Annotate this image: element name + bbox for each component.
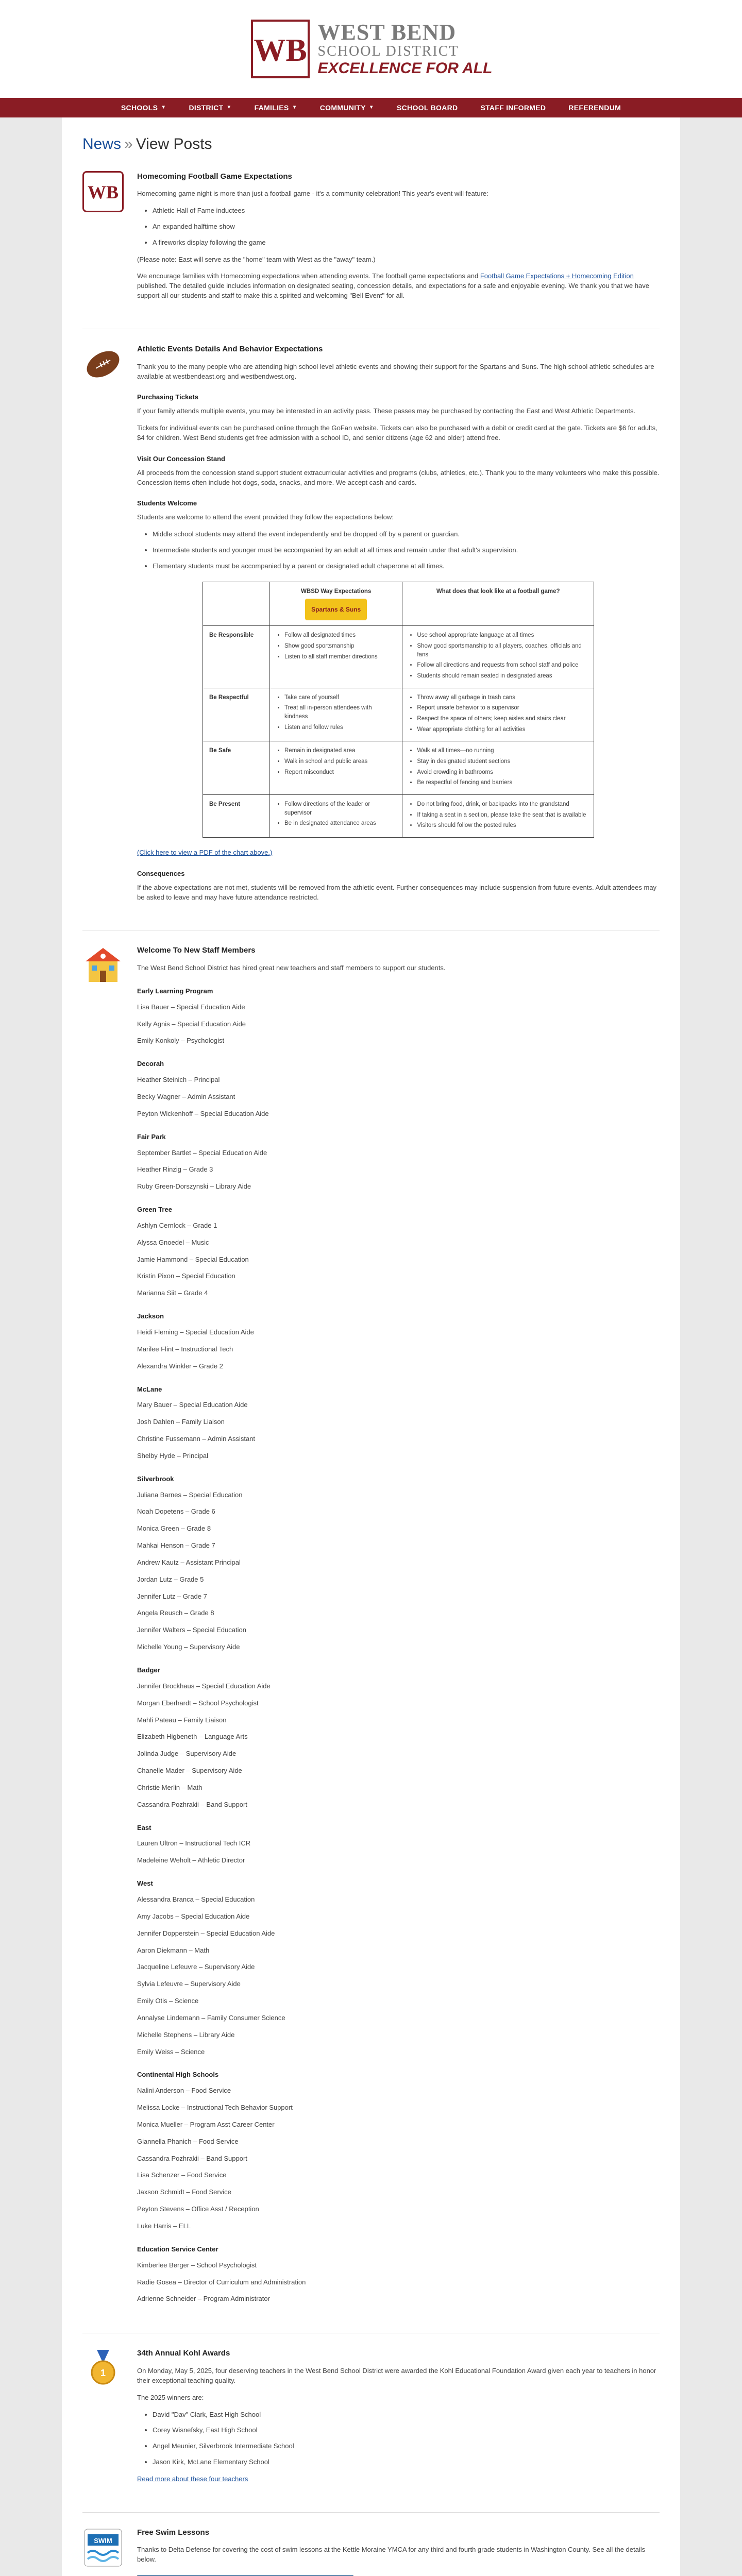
wb-logo-mark (250, 19, 311, 79)
staff-member: Peyton Wickenhoff – Special Education Aide (137, 1109, 269, 1117)
district-logo[interactable] (250, 19, 493, 79)
staff-group-title: Decorah (137, 1060, 164, 1068)
staff-member: Elizabeth Higbeneth – Language Arts (137, 1733, 248, 1741)
expectations-table: WBSD Way Expectations Spartans & Suns What does that look like at a football game? Be Responsible • Follow all designated times • Show good sportsmanship • Listen to all staff member directions • Use school appropriate language at all times • Show good sportsmanship to all players, coaches, officials and fans • Follow all directions and requests from school staff and police • Students should remain seated in designated areas Be Respectful • Take care of yourself • Treat all in-person attendees with kindness • Listen and follow rules • Throw away all garbage in trash cans • Report unsafe behavior to a supervisor • Respect the space of others; keep aisles and stairs clear • Wear appropriate clothing for all activities Be Safe • Remain in designated area • Walk in school and public areas • Report misconduct • Walk at all times—no running • Stay in designated student sections • Avoid crowding in bathrooms • Be respectful of fencing and barriers Be Present • Follow directions of the leader or supervisor • Be in designated attendance areas • Do not bring food, drink, or backpacks into the grandstand • If taking a seat in a section, please take the seat that is available • Visitors should follow the posted rules (203, 582, 594, 838)
staff-member: Ashlyn Cernlock – Grade 1 (137, 1221, 217, 1229)
staff-group-title: West (137, 1879, 153, 1888)
staff-member: Heather Rinzig – Grade 3 (137, 1165, 213, 1174)
staff-group (137, 2245, 660, 2304)
staff-group (137, 1132, 660, 1192)
nav-school-board[interactable]: SCHOOL BOARD (397, 103, 458, 112)
staff-member: Jamie Hammond – Special Education (137, 1255, 249, 1263)
staff-member: Aaron Diekmann – Math (137, 1946, 210, 1954)
staff-member: Michelle Young – Supervisory Aide (137, 1643, 240, 1651)
staff-member: Cassandra Pozhrakii – Band Support (137, 2154, 247, 2162)
staff-member: Heidi Fleming – Special Education Aide (137, 1328, 254, 1336)
staff-group (137, 1059, 660, 1118)
read-more-link[interactable]: Read more about these four teachers (137, 2475, 248, 2483)
spartans-suns-badge: Spartans & Suns (305, 599, 367, 620)
post-title[interactable]: 34th Annual Kohl Awards (137, 2349, 230, 2358)
svg-text:1: 1 (100, 2368, 106, 2379)
news-post: Welcome To New Staff Members The West Bend School District has hired great new teachers and staff members to support our students. Early Learning Program Lisa Bauer – Special Education Aide Kelly Agnis – Special Education Aide Emily Konkoly – Psychologist Decorah Heather Steinich – Principal Becky Wagner – Admin Assistant Peyton Wickenhoff – Special Education Aide Fair Park September Bartlet – Special Education Aide Heather Rinzig – Grade 3 Ruby Green-Dorszynski – Library Aide Green Tree Ashlyn Cernlock – Grade 1 Alyssa Gnoedel – Music Jamie Hammond – Special Education Kristin Pixon – Special Education Marianna Siit – Grade 4 Jackson Heidi Fleming – Special Education Aide Marilee Flint – Instructional Tech Alexandra Winkler – Grade 2 McLane Mary Bauer – Special Education Aide Josh Dahlen – Family Liaison Christine Fussemann – Admin Assistant Shelby Hyde – Principal Silverbrook Juliana Barnes – Special Education Noah Dopetens – Grade 6 Monica Green – Grade 8 Mahkai Henson – Grade 7 Andrew Kautz – Assistant Principal Jordan Lutz – Grade 5 Jennifer Lutz – Grade 7 Angela Reusch – Grade 8 Jennifer Walters – Special Education Michelle Young – Supervisory Aide Badger Jennifer Brockhaus – Special Education Aide Morgan Eberhardt – School Psychologist Mahli Pateau – Family Liaison Elizabeth Higbeneth – Language Arts Jolinda Judge – Supervisory Aide Chanelle Mader – Supervisory Aide Christie Merlin – Math Cassandra Pozhrakii – Band Support East Lauren Ultron – Instructional Tech ICR Madeleine Weholt – Athletic Director West Alessandra Branca – Special Education Amy Jacobs – Special Education Aide Jennifer Dopperstein – Special Education Aide Aaron Diekmann – Math Jacqueline Lefeuvre – Supervisory Aide Sylvia Lefeuvre – Supervisory Aide Emily Otis – Science Annalyse Lindemann – Family Consumer Science Michelle Stephens – Library Aide Emily Weiss – Science Continental High Schools Nalini Anderson – Food Service Melissa Locke – Instructional Tech Behavior Support Monica Mueller – Program Asst Career Center Giannella Phanich – Food Service Cassandra Pozhrakii – Band Support Lisa Schenzer – Food Service Jaxson Schmidt – Food Service Peyton Stevens – Office Asst / Reception Luke Harris – ELL Education Service Center Kimberlee Berger – School Psychologist Radie Gosea – Director of Curriculum and Administration Adrienne Schneider – Program Administrator (82, 930, 660, 2333)
staff-group-title: Badger (137, 1666, 160, 1674)
staff-member: Melissa Locke – Instructional Tech Behavior Support (137, 2104, 293, 2112)
staff-member: Christie Merlin – Math (137, 1783, 203, 1791)
pdf-chart-link[interactable]: (Click here to view a PDF of the chart above.) (137, 848, 273, 856)
news-post: SWIM Free Swim Lessons Thanks to Delta Defense for covering the cost of swim lessons at the Kettle Moraine YMCA for any third and fourth grade students in Washington County. See all the details below. (82, 2512, 660, 2576)
breadcrumb-news-link[interactable]: News (82, 135, 122, 152)
staff-group-title: Silverbrook (137, 1475, 174, 1483)
table-row: Be Safe • Remain in designated area • Walk in school and public areas • Report misconduct • Walk at all times—no running • Stay in designated student sections • Avoid crowding in bathrooms • Be respectful of fencing and barriers (203, 741, 594, 795)
staff-member: Mary Bauer – Special Education Aide (137, 1401, 248, 1409)
staff-list (137, 987, 660, 2304)
staff-member: Sylvia Lefeuvre – Supervisory Aide (137, 1980, 241, 1988)
chevron-down-icon: ▼ (226, 104, 232, 110)
staff-member: Marianna Siit – Grade 4 (137, 1289, 208, 1297)
staff-member: Becky Wagner – Admin Assistant (137, 1093, 235, 1101)
staff-member: Chanelle Mader – Supervisory Aide (137, 1767, 242, 1775)
winners-list: • David "Dav" Clark, East High School • Corey Wisnefsky, East High School • Angel Meunier, Silverbrook Intermediate School • Jason Kirk, McLane Elementary School (153, 2410, 660, 2467)
staff-member: Kimberlee Berger – School Psychologist (137, 2261, 257, 2269)
staff-member: Mahkai Henson – Grade 7 (137, 1541, 215, 1550)
staff-member: Emily Weiss – Science (137, 2047, 205, 2056)
staff-member: Jordan Lutz – Grade 5 (137, 1575, 204, 1583)
staff-member: Monica Green – Grade 8 (137, 1524, 211, 1533)
news-post: Athletic Events Details And Behavior Expectations Thank you to the many people who are attending high school level athletic events and showing their support for the Spartans and Suns. The high school athletic schedules are available at westbendeast.org and westbendwest.org. Purchasing Tickets If your family attends multiple events, you may be interested in an activity pass. These passes may be purchased by contacting the East and West Athletic Departments. Tickets for individual events can be purchased online through the GoFan website. Tickets can also be purchased with a debit or credit card at the gate. Tickets are $6 for adults, $4 for children. West Bend students get free admission with a school ID, and senior citizens (age 62 and older) attend free. Visit Our Concession Stand All proceeds from the concession stand support student extracurricular activities and programs (clubs, athletics, etc.). Thank you to the many volunteers who make this possible. Concession items often include hot dogs, soda, snacks, and more. We accept cash and cards. Students Welcome Students are welcome to attend the event provided they follow the expectations below: • Middle school students may attend the event independently and be dropped off by a parent or guardian. • Intermediate students and younger must be accompanied by an adult at all times and remain under that adult's supervision. • Elementary students must be accompanied by a parent or designated adult chaperone at all times. WBSD Way Expectations Spartans & Suns What does that look like at a football game? Be Responsible • Follow all designated times • Show good sportsmanship • Listen to all staff member directions • Use school appropriate language at all times • Show good sportsmanship to all players, coaches, officials and fans • Follow all directions and requests from school staff and police • Students should remain seated in designated areas Be Respectful • Take care of yourself • Treat all in-person attendees with kindness • Listen and follow rules • Throw away all garbage in trash cans • Report unsafe behavior to a supervisor • Respect the space of others; keep aisles and stairs clear • Wear appropriate clothing for all activities Be Safe • Remain in designated area • Walk in school and public areas • Report misconduct • Walk at all times—no running • Stay in designated student sections • Avoid crowding in bathrooms • Be respectful of fencing and barriers Be Present • Follow directions of the leader or supervisor • Be in designated attendance areas • Do not bring food, drink, or backpacks into the grandstand • If taking a seat in a section, please take the seat that is available • Visitors should follow the posted rules (Click here to view a PDF of the chart above.) Consequences If the above expectations are not met, students will be removed from the athletic event. Further consequences may include suspension from future events. Adult attendees may be asked to leave and may have future attendance restricted. (82, 329, 660, 930)
chevron-down-icon: ▼ (161, 104, 166, 110)
staff-group-title: East (137, 1823, 151, 1832)
staff-member: Adrienne Schneider – Program Administrator (137, 2295, 270, 2303)
staff-group-title: Green Tree (137, 1206, 172, 1214)
staff-member: Jolinda Judge – Supervisory Aide (137, 1750, 237, 1758)
nav-schools[interactable]: SCHOOLS ▼ (121, 103, 166, 112)
staff-group (137, 1823, 660, 1866)
staff-member: Alexandra Winkler – Grade 2 (137, 1362, 223, 1370)
logo-line-1: WEST BEND (317, 20, 457, 45)
staff-group (137, 1475, 660, 1652)
medal-icon (82, 2348, 124, 2389)
svg-text:SWIM: SWIM (94, 2536, 112, 2545)
swim-icon (82, 2527, 124, 2568)
staff-member: Michelle Stephens – Library Aide (137, 2030, 235, 2039)
table-row: Be Respectful • Take care of yourself • Treat all in-person attendees with kindness • Listen and follow rules • Throw away all garbage in trash cans • Report unsafe behavior to a supervisor • Respect the space of others; keep aisles and stairs clear • Wear appropriate clothing for all activities (203, 688, 594, 741)
staff-member: Alyssa Gnoedel – Music (137, 1238, 209, 1246)
schoolhouse-icon (82, 945, 124, 986)
staff-member: Peyton Stevens – Office Asst / Reception (137, 2205, 259, 2213)
staff-member: Kelly Agnis – Special Education Aide (137, 1020, 246, 1028)
staff-member: Lauren Ultron – Instructional Tech ICR (137, 1839, 251, 1848)
site-header (0, 0, 742, 98)
staff-member: Christine Fussemann – Admin Assistant (137, 1435, 256, 1443)
staff-group (137, 2070, 660, 2231)
staff-member: Kristin Pixon – Special Education (137, 1272, 235, 1280)
staff-group (137, 1879, 660, 2057)
staff-group (137, 1385, 660, 1461)
staff-member: Cassandra Pozhrakii – Band Support (137, 1800, 247, 1808)
feature-list: • Athletic Hall of Fame inductees • An expanded halftime show • A fireworks display following the game (153, 206, 660, 248)
post-title[interactable]: Free Swim Lessons (137, 2528, 210, 2537)
page-title: View Posts (136, 135, 212, 152)
staff-member: Jennifer Walters – Special Education (137, 1626, 246, 1634)
staff-member: Annalyse Lindemann – Family Consumer Science (137, 2013, 285, 2022)
staff-member: Morgan Eberhardt – School Psychologist (137, 1699, 259, 1707)
staff-group-title: Jackson (137, 1312, 164, 1320)
football-icon (82, 344, 124, 385)
main-content (62, 117, 680, 2576)
staff-member: Heather Steinich – Principal (137, 1076, 220, 1084)
news-post: 1 34th Annual Kohl Awards On Monday, May 5, 2025, four deserving teachers in the West Bend School District were awarded the Kohl Educational Foundation Award given each year to teachers in honor their exceptional teaching quality. The 2025 winners are: • David "Dav" Clark, East High School • Corey Wisnefsky, East High School • Angel Meunier, Silverbrook Intermediate School • Jason Kirk, McLane Elementary School Read more about these four teachers (82, 2333, 660, 2512)
staff-member: Lisa Schenzer – Food Service (137, 2171, 227, 2179)
staff-member: Jennifer Lutz – Grade 7 (137, 1592, 207, 1600)
staff-group (137, 1205, 660, 1298)
staff-member: Monica Mueller – Program Asst Career Center (137, 2120, 275, 2128)
staff-member: Noah Dopetens – Grade 6 (137, 1507, 215, 1516)
staff-member: Mahli Pateau – Family Liaison (137, 1716, 227, 1724)
staff-member: Angela Reusch – Grade 8 (137, 1609, 214, 1617)
nav-referendum[interactable]: REFERENDUM (568, 103, 621, 112)
staff-member: Josh Dahlen – Family Liaison (137, 1418, 225, 1426)
post-title[interactable]: Homecoming Football Game Expectations (137, 172, 292, 181)
staff-member: Lisa Bauer – Special Education Aide (137, 1003, 245, 1011)
staff-group-title: Education Service Center (137, 2245, 218, 2253)
breadcrumb: News » View Posts (82, 135, 212, 152)
logo-line-2: SCHOOL DISTRICT (317, 43, 459, 60)
svg-text:WB: WB (253, 33, 307, 68)
staff-group-title: McLane (137, 1385, 162, 1393)
staff-group-title: Early Learning Program (137, 987, 213, 995)
staff-group (137, 1666, 660, 1810)
staff-member: Juliana Barnes – Special Education (137, 1490, 243, 1499)
table-row: Be Responsible • Follow all designated times • Show good sportsmanship • Listen to all staff member directions • Use school appropriate language at all times • Show good sportsmanship to all players, coaches, officials and fans • Follow all directions and requests from school staff and police • Students should remain seated in designated areas (203, 626, 594, 688)
staff-group-title: Fair Park (137, 1132, 166, 1141)
main-nav (0, 98, 742, 117)
staff-member: Madeleine Weholt – Athletic Director (137, 1856, 245, 1865)
staff-member: Amy Jacobs – Special Education Aide (137, 1912, 250, 1920)
staff-member: Alessandra Branca – Special Education (137, 1895, 255, 1903)
staff-member: Jacqueline Lefeuvre – Supervisory Aide (137, 1963, 255, 1971)
nav-district[interactable]: DISTRICT ▼ (189, 103, 232, 112)
expectations-link[interactable]: Football Game Expectations + Homecoming Edition (480, 272, 634, 280)
staff-member: Marilee Flint – Instructional Tech (137, 1345, 233, 1353)
table-row: Be Present • Follow directions of the leader or supervisor • Be in designated attendance areas • Do not bring food, drink, or backpacks into the grandstand • If taking a seat in a section, please take the seat that is available • Visitors should follow the posted rules (203, 794, 594, 837)
nav-community[interactable]: COMMUNITY ▼ (319, 103, 374, 112)
chevron-down-icon: ▼ (292, 104, 297, 110)
nav-families[interactable]: FAMILIES ▼ (254, 103, 297, 112)
chevron-down-icon: ▼ (368, 104, 374, 110)
staff-group (137, 987, 660, 1046)
staff-group-title: Continental High Schools (137, 2071, 219, 2079)
logo-line-3: EXCELLENCE FOR ALL (317, 59, 493, 77)
staff-member: Jaxson Schmidt – Food Service (137, 2188, 231, 2196)
post-title[interactable]: Welcome To New Staff Members (137, 946, 256, 955)
staff-member: Emily Otis – Science (137, 1997, 199, 2005)
post-title[interactable]: Athletic Events Details And Behavior Expectations (137, 345, 323, 353)
staff-member: Andrew Kautz – Assistant Principal (137, 1558, 241, 1566)
staff-member: Jennifer Dopperstein – Special Education Aide (137, 1929, 275, 1937)
news-post: WB Homecoming Football Game Expectations Homecoming game night is more than just a football game - it's a community celebration! This year's event will feature: • Athletic Hall of Fame inductees • An expanded halftime show • A fireworks display following the game (Please note: East will serve as the "home" team with West as the "away" team.) We encourage families with Homecoming expectations when attending events. The football game expectations and Football Game Expectations + Homecoming Edition published. The detailed guide includes information on designated seating, concession details, and expectations for a safe and enjoyable evening. We thank you that we have support all our students and staff to make this a spirited and welcoming "Bell Event" for all. (82, 166, 660, 329)
staff-member: Shelby Hyde – Principal (137, 1451, 209, 1460)
staff-member: Emily Konkoly – Psychologist (137, 1037, 225, 1045)
staff-group (137, 1312, 660, 1371)
staff-member: September Bartlet – Special Education Aide (137, 1148, 267, 1157)
staff-member: Nalini Anderson – Food Service (137, 2087, 231, 2095)
staff-member: Jennifer Brockhaus – Special Education Aide (137, 1682, 271, 1690)
svg-text:WB: WB (87, 181, 119, 202)
staff-member: Luke Harris – ELL (137, 2222, 191, 2230)
staff-member: Ruby Green-Dorszynski – Library Aide (137, 1182, 251, 1191)
post-logo-icon (82, 171, 124, 212)
staff-member: Giannella Phanich – Food Service (137, 2137, 239, 2145)
nav-staff-informed[interactable]: STAFF INFORMED (480, 103, 546, 112)
staff-member: Radie Gosea – Director of Curriculum and Administration (137, 2278, 306, 2286)
